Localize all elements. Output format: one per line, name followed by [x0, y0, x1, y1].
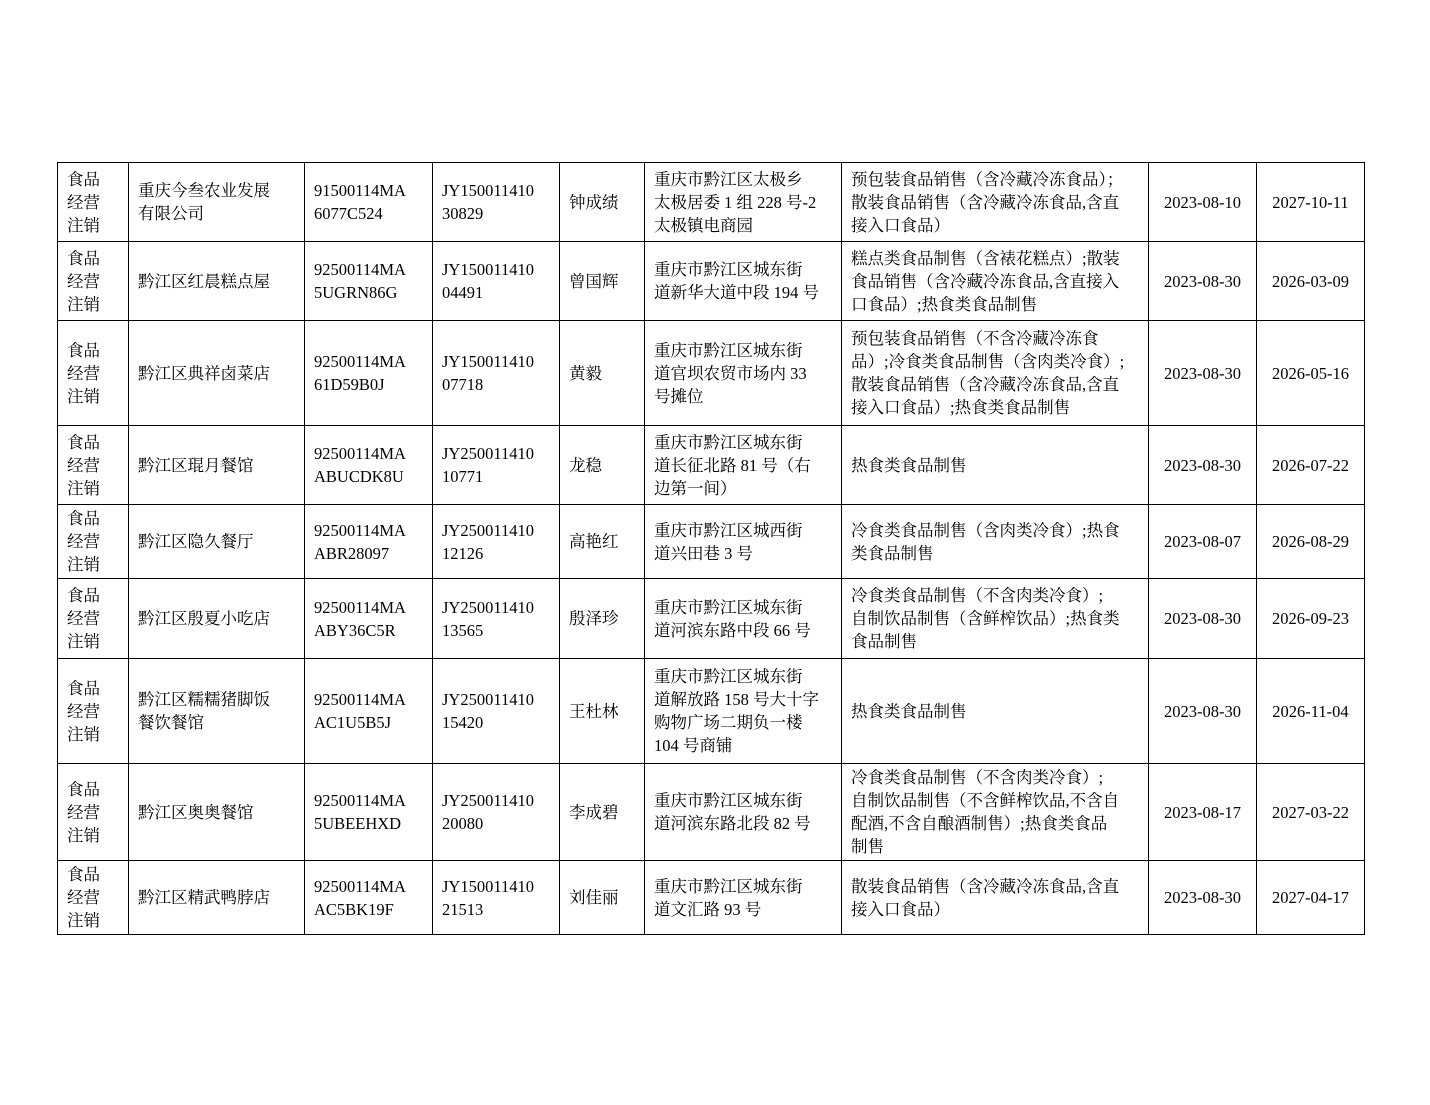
cell-expiry-date: 2027-10-11 — [1257, 163, 1365, 242]
cell-address: 重庆市黔江区城东街 道文汇路 93 号 — [645, 861, 842, 935]
table-row — [58, 242, 1365, 321]
cell-business-scope: 冷食类食品制售（含肉类冷食）;热食 类食品制售 — [842, 505, 1149, 579]
cell-business-name: 黔江区红晨糕点屋 — [129, 242, 305, 321]
cell-business-type: 食品 经营 注销 — [58, 163, 129, 242]
cell-address: 重庆市黔江区城东街 道长征北路 81 号（右 边第一间） — [645, 426, 842, 505]
cell-business-type: 食品 经营 注销 — [58, 659, 129, 764]
cell-credit-code: 92500114MA ABUCDK8U — [305, 426, 433, 505]
cell-license-number: JY150011410 07718 — [433, 321, 560, 426]
cell-business-scope: 预包装食品销售（不含冷藏冷冻食 品）;冷食类食品制售（含肉类冷食）; 散装食品销售（含冷藏冷冻食品,含直 接入口食品）;热食类食品制售 — [842, 321, 1149, 426]
cell-cancel-date: 2023-08-17 — [1149, 764, 1257, 861]
cell-expiry-date: 2026-03-09 — [1257, 242, 1365, 321]
cell-credit-code: 92500114MA ABY36C5R — [305, 579, 433, 659]
cell-credit-code: 92500114MA AC1U5B5J — [305, 659, 433, 764]
cell-address: 重庆市黔江区城东街 道河滨东路中段 66 号 — [645, 579, 842, 659]
cell-expiry-date: 2026-05-16 — [1257, 321, 1365, 426]
cell-cancel-date: 2023-08-30 — [1149, 861, 1257, 935]
cell-credit-code: 92500114MA AC5BK19F — [305, 861, 433, 935]
cell-license-number: JY250011410 15420 — [433, 659, 560, 764]
cell-business-name: 黔江区精武鸭脖店 — [129, 861, 305, 935]
table-body — [58, 163, 1365, 935]
cell-business-name: 黔江区奥奥餐馆 — [129, 764, 305, 861]
cell-business-type: 食品 经营 注销 — [58, 764, 129, 861]
cell-expiry-date: 2026-09-23 — [1257, 579, 1365, 659]
license-cancellation-table — [57, 162, 1365, 935]
cell-cancel-date: 2023-08-30 — [1149, 659, 1257, 764]
table-row — [58, 861, 1365, 935]
cell-license-number: JY150011410 30829 — [433, 163, 560, 242]
cell-license-number: JY150011410 04491 — [433, 242, 560, 321]
cell-license-number: JY250011410 10771 — [433, 426, 560, 505]
cell-legal-person: 殷泽珍 — [560, 579, 645, 659]
table-row — [58, 764, 1365, 861]
cell-business-scope: 冷食类食品制售（不含肉类冷食）; 自制饮品制售（不含鲜榨饮品,不含自 配酒,不含自酿酒制售）;热食类食品 制售 — [842, 764, 1149, 861]
cell-credit-code: 92500114MA ABR28097 — [305, 505, 433, 579]
cell-business-name: 黔江区隐久餐厅 — [129, 505, 305, 579]
cell-expiry-date: 2027-03-22 — [1257, 764, 1365, 861]
cell-business-scope: 预包装食品销售（含冷藏冷冻食品）； 散装食品销售（含冷藏冷冻食品,含直 接入口食品） — [842, 163, 1149, 242]
table-row — [58, 426, 1365, 505]
cell-legal-person: 王杜林 — [560, 659, 645, 764]
cell-business-name: 黔江区典祥卤菜店 — [129, 321, 305, 426]
cell-license-number: JY250011410 20080 — [433, 764, 560, 861]
cell-expiry-date: 2026-07-22 — [1257, 426, 1365, 505]
cell-business-scope: 糕点类食品制售（含裱花糕点）;散装 食品销售（含冷藏冷冻食品,含直接入 口食品）;热食类食品制售 — [842, 242, 1149, 321]
cell-business-type: 食品 经营 注销 — [58, 861, 129, 935]
cell-address: 重庆市黔江区城东街 道新华大道中段 194 号 — [645, 242, 842, 321]
cell-business-name: 黔江区殷夏小吃店 — [129, 579, 305, 659]
cell-expiry-date: 2026-08-29 — [1257, 505, 1365, 579]
cell-legal-person: 曾国辉 — [560, 242, 645, 321]
cell-business-scope: 散装食品销售（含冷藏冷冻食品,含直 接入口食品） — [842, 861, 1149, 935]
cell-legal-person: 高艳红 — [560, 505, 645, 579]
cell-address: 重庆市黔江区城东街 道解放路 158 号大十字 购物广场二期负一楼 104 号商铺 — [645, 659, 842, 764]
table-row — [58, 659, 1365, 764]
cell-business-scope: 冷食类食品制售（不含肉类冷食）; 自制饮品制售（含鲜榨饮品）;热食类 食品制售 — [842, 579, 1149, 659]
cell-business-scope: 热食类食品制售 — [842, 426, 1149, 505]
cell-business-name: 黔江区琨月餐馆 — [129, 426, 305, 505]
cell-legal-person: 黄毅 — [560, 321, 645, 426]
cell-credit-code: 92500114MA 5UGRN86G — [305, 242, 433, 321]
cell-credit-code: 92500114MA 61D59B0J — [305, 321, 433, 426]
cell-expiry-date: 2026-11-04 — [1257, 659, 1365, 764]
cell-business-scope: 热食类食品制售 — [842, 659, 1149, 764]
cell-business-name: 重庆今叁农业发展 有限公司 — [129, 163, 305, 242]
cell-cancel-date: 2023-08-30 — [1149, 242, 1257, 321]
cell-business-type: 食品 经营 注销 — [58, 242, 129, 321]
cell-legal-person: 李成碧 — [560, 764, 645, 861]
cell-credit-code: 92500114MA 5UBEEHXD — [305, 764, 433, 861]
cell-address: 重庆市黔江区太极乡 太极居委 1 组 228 号-2 太极镇电商园 — [645, 163, 842, 242]
table-row — [58, 505, 1365, 579]
cell-expiry-date: 2027-04-17 — [1257, 861, 1365, 935]
cell-cancel-date: 2023-08-30 — [1149, 321, 1257, 426]
cell-address: 重庆市黔江区城东街 道河滨东路北段 82 号 — [645, 764, 842, 861]
cell-credit-code: 91500114MA 6077C524 — [305, 163, 433, 242]
cell-business-name: 黔江区糯糯猪脚饭 餐饮餐馆 — [129, 659, 305, 764]
cell-license-number: JY250011410 12126 — [433, 505, 560, 579]
cell-license-number: JY250011410 13565 — [433, 579, 560, 659]
cell-business-type: 食品 经营 注销 — [58, 321, 129, 426]
cell-cancel-date: 2023-08-07 — [1149, 505, 1257, 579]
cell-legal-person: 龙稳 — [560, 426, 645, 505]
table-row — [58, 579, 1365, 659]
cell-legal-person: 刘佳丽 — [560, 861, 645, 935]
cell-legal-person: 钟成绩 — [560, 163, 645, 242]
cell-address: 重庆市黔江区城西街 道兴田巷 3 号 — [645, 505, 842, 579]
cell-cancel-date: 2023-08-10 — [1149, 163, 1257, 242]
cell-address: 重庆市黔江区城东街 道官坝农贸市场内 33 号摊位 — [645, 321, 842, 426]
cell-cancel-date: 2023-08-30 — [1149, 426, 1257, 505]
cell-business-type: 食品 经营 注销 — [58, 426, 129, 505]
cell-business-type: 食品 经营 注销 — [58, 505, 129, 579]
cell-business-type: 食品 经营 注销 — [58, 579, 129, 659]
table-row — [58, 163, 1365, 242]
cell-cancel-date: 2023-08-30 — [1149, 579, 1257, 659]
cell-license-number: JY150011410 21513 — [433, 861, 560, 935]
table-row — [58, 321, 1365, 426]
